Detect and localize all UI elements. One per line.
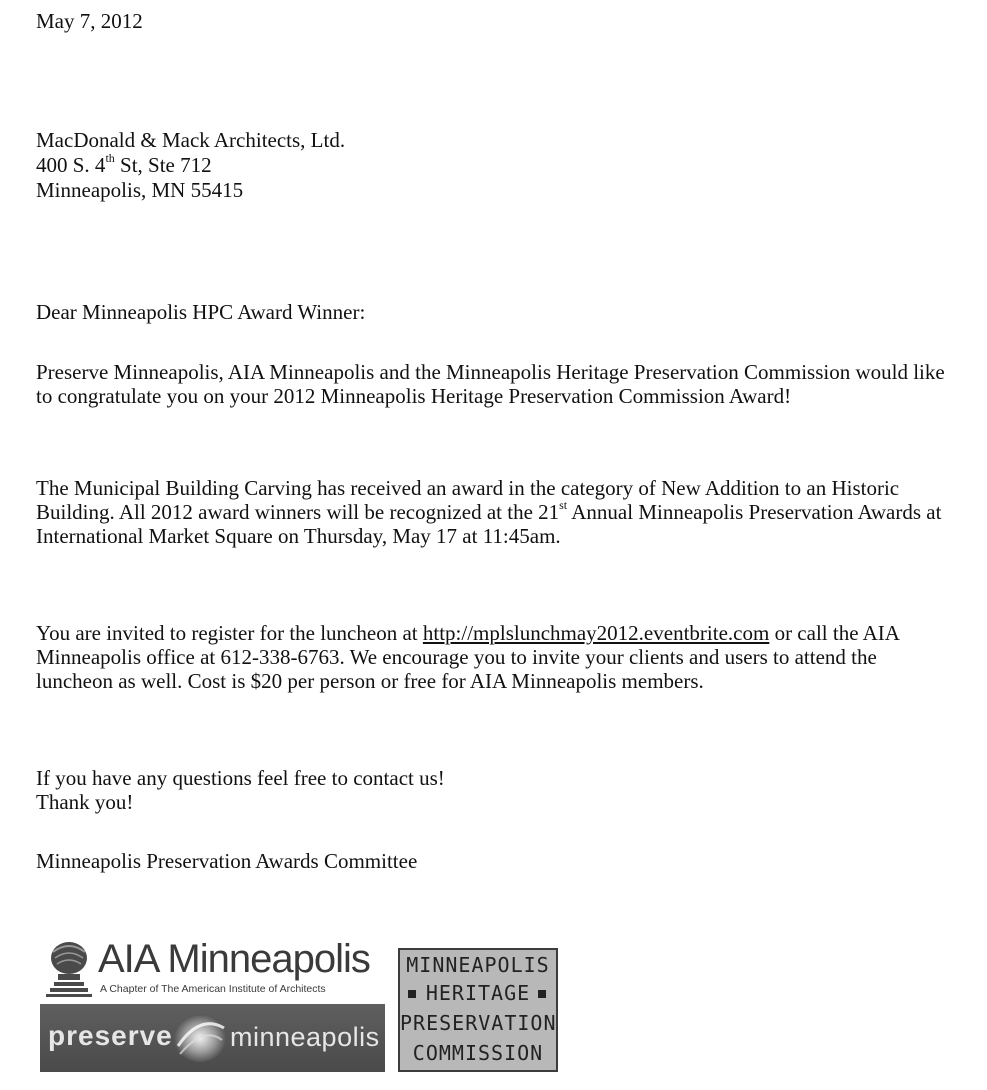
hpc-line-1: MINNEAPOLIS [406,953,550,977]
heritage-preservation-commission-logo [398,948,558,1072]
paragraph-closing [36,766,956,814]
aia-logo-subtitle: A Chapter of The American Institute of Architects [100,983,326,995]
hpc-line-2: HERITAGE [425,981,531,1005]
registration-text-part-1: You are invited to register for the luncheon at [36,621,423,645]
address-street-rest: St, Ste 712 [114,153,212,177]
signature: Minneapolis Preservation Awards Committee [36,849,418,873]
address-street-number: 400 S. 4 [36,153,106,177]
sponsor-logos [40,936,560,1076]
address-line-2 [36,153,345,178]
paragraph-congratulations: Preserve Minneapolis, AIA Minneapolis and the Minneapolis Heritage Preservation Commission would like to congratulate you on your 2012 Minneapolis Heritage Preservation Commission Award! [36,360,945,408]
swirl-icon [170,1010,230,1066]
address-ordinal-suffix: th [105,151,115,165]
address-line-3: Minneapolis, MN 55415 [36,178,244,202]
address-line-1: MacDonald & Mack Architects, Ltd. [36,128,346,152]
square-bullet-icon [538,990,546,998]
paragraph-award-details [36,476,956,548]
closing-questions: If you have any questions feel free to contact us! [36,766,445,790]
hpc-line-3: PRESERVATION [400,1011,557,1035]
preserve-minneapolis-logo [40,1004,385,1072]
salutation: Dear Minneapolis HPC Award Winner: [36,300,366,324]
preserve-word: preserve [48,1020,173,1051]
minneapolis-word: minneapolis [230,1022,380,1052]
aia-logo-title: AIA Minneapolis [98,937,370,981]
recipient-address [36,128,345,203]
letter-date: May 7, 2012 [36,9,143,33]
award-text-part-2: Annual Minneapolis Preservation Awards at International Market Square on Thursday, May 17 at 11:45am. [36,500,942,548]
closing-thanks: Thank you! [36,790,134,814]
eventbrite-link[interactable]: http://mplslunchmay2012.eventbrite.com [422,621,770,645]
aia-minneapolis-logo [40,936,385,1002]
paragraph-registration [36,621,956,693]
aia-eagle-icon [44,938,94,998]
award-text-part-1: The Municipal Building Carving has received an award in the category of New Addition to an Historic Building. All 2012 award winners will be recognized at the 21 [36,476,900,524]
award-ordinal-suffix: st [559,498,568,512]
registration-text-part-2: or call the AIA Minneapolis office at 612-338-6763. We encourage you to invite your clients and users to attend the luncheon as well. Cost is $20 per person or free for AIA Minneapolis members. [36,621,899,693]
hpc-line-4: COMMISSION [412,1041,544,1065]
